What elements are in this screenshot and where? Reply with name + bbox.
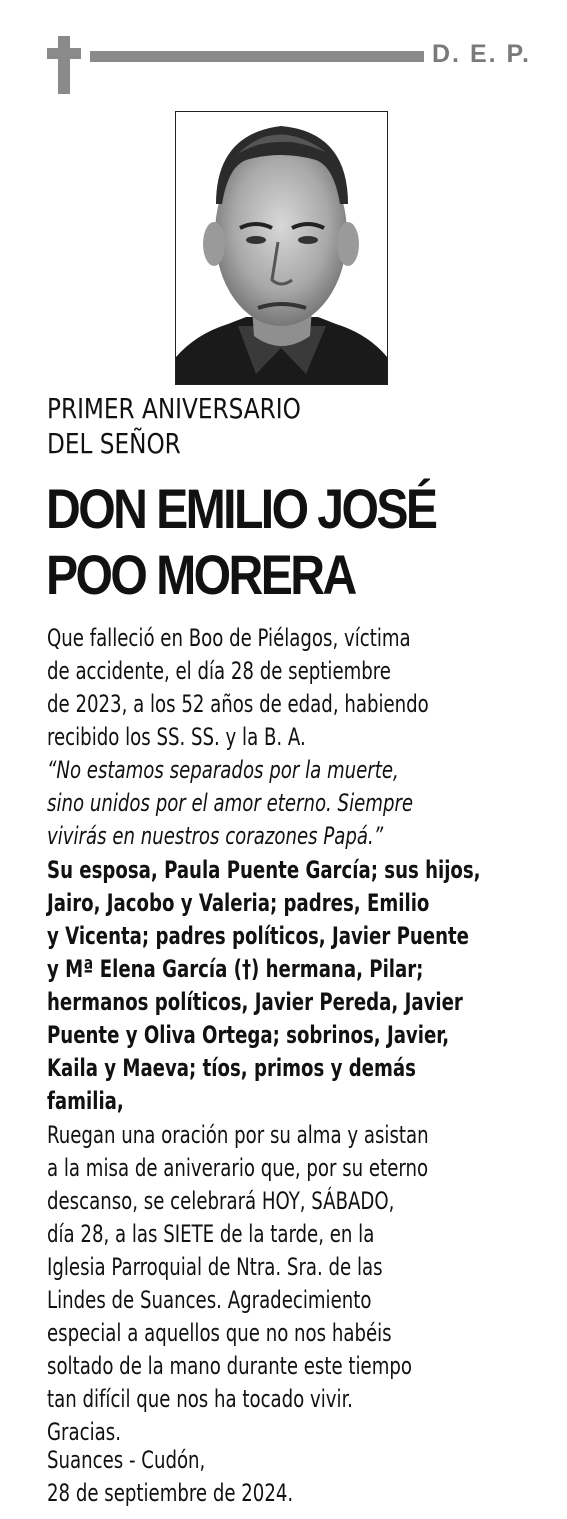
text-line: soltado de la mano durante este tiempo <box>47 1352 413 1380</box>
cross-vertical-bar <box>58 36 70 94</box>
text-line: día 28, a las SIETE de la tarde, en la <box>47 1220 375 1248</box>
text-line: Gracias. <box>47 1418 121 1446</box>
text-line: sino unidos por el amor eterno. Siempre <box>47 789 414 817</box>
text-line: especial a aquellos que no nos habéis <box>47 1319 392 1347</box>
text-line: y Mª Elena García (†) hermana, Pilar; <box>47 955 424 983</box>
name-line: DON EMILIO JOSÉ <box>46 477 436 540</box>
heading-line: DEL SEÑOR <box>47 427 181 460</box>
place-date-signoff <box>47 1444 467 1510</box>
name-line: POO MORERA <box>46 543 355 606</box>
text-line: Que falleció en Boo de Piélagos, víctima <box>47 624 411 652</box>
text-line: Su esposa, Paula Puente García; sus hijos, <box>47 856 481 884</box>
dep-label: D. E. P. <box>432 40 531 68</box>
text-line: Ruegan una oración por su alma y asistan <box>47 1121 429 1149</box>
cross-horizontal-bar <box>47 48 81 59</box>
text-line: Iglesia Parroquial de Ntra. Sra. de las <box>47 1253 383 1281</box>
text-line: descanso, se celebrará HOY, SÁBADO, <box>47 1187 395 1215</box>
text-line: hermanos políticos, Javier Pereda, Javier <box>47 988 463 1016</box>
death-details-paragraph <box>47 622 467 754</box>
text-line: Puente y Oliva Ortega; sobrinos, Javier, <box>47 1021 450 1049</box>
text-line: de 2023, a los 52 años de edad, habiendo <box>47 690 429 718</box>
memorial-quote <box>47 754 467 853</box>
text-line: tan difícil que nos ha tocado vivir. <box>47 1385 353 1413</box>
text-line: vivirás en nuestros corazones Papá.” <box>47 822 384 850</box>
text-line: Lindes de Suances. Agradecimiento <box>47 1286 372 1314</box>
portrait-photo <box>175 111 388 385</box>
text-line: 28 de septiembre de 2024. <box>47 1479 294 1507</box>
heading-line: PRIMER ANIVERSARIO <box>47 392 301 425</box>
text-line: recibido los SS. SS. y la B. A. <box>47 723 306 751</box>
text-line: y Vicenta; padres políticos, Javier Puente <box>47 922 469 950</box>
family-paragraph <box>47 854 481 1118</box>
text-line: “No estamos separados por la muerte, <box>47 756 399 784</box>
text-line: de accidente, el día 28 de septiembre <box>47 657 391 685</box>
mass-request-paragraph <box>47 1119 467 1449</box>
text-line: Kaila y Maeva; tíos, primos y demás <box>47 1054 416 1082</box>
deceased-name <box>46 476 435 608</box>
text-line: Jairo, Jacobo y Valeria; padres, Emilio <box>47 889 430 917</box>
text-line: a la misa de aniverario que, por su eterno <box>47 1154 429 1182</box>
anniversary-heading <box>47 391 507 461</box>
header-rule <box>90 51 424 62</box>
text-line: Suances - Cudón, <box>47 1446 206 1474</box>
text-line: familia, <box>47 1087 124 1115</box>
portrait-image <box>176 112 387 384</box>
